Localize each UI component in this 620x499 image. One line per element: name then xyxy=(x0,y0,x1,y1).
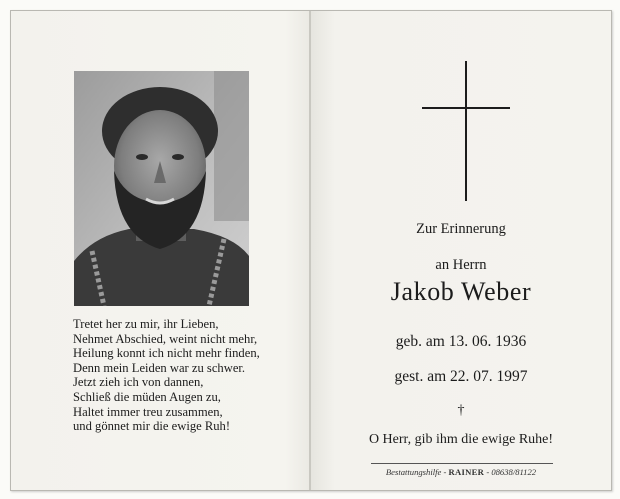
portrait-photo xyxy=(74,71,249,306)
memorial-card xyxy=(10,10,612,491)
blessing-text: O Herr, gib ihm die ewige Ruhe! xyxy=(368,432,554,447)
poem-line: Tretet her zu mir, ihr Lieben, xyxy=(73,317,219,331)
poem-line: Jetzt zieh ich von dannen, xyxy=(73,375,204,390)
latin-cross-icon xyxy=(422,61,510,201)
left-panel xyxy=(11,11,309,490)
poem-line: Nehmet Abschied, weint nicht mehr, xyxy=(73,331,258,346)
farewell-poem xyxy=(73,317,303,434)
right-panel xyxy=(311,11,611,490)
birth-date: geb. am 13. 06. 1936 xyxy=(395,333,527,350)
undertaker-imprint xyxy=(311,467,611,477)
undertaker-prefix: Bestattungshilfe - xyxy=(385,467,449,477)
death-date: gest. am 22. 07. 1997 xyxy=(394,368,528,385)
deceased-name: Jakob Weber xyxy=(390,277,532,306)
undertaker-name: RAINER xyxy=(448,467,485,477)
poem-line: Haltet immer treu zusammen, xyxy=(73,404,223,419)
poem-line: Schließ die müden Augen zu, xyxy=(73,389,221,404)
undertaker-phone: - 08638/81122 xyxy=(484,467,537,477)
dagger-icon: † xyxy=(457,403,465,418)
poem-line: und gönnet mir die ewige Ruh! xyxy=(73,419,231,434)
poem-line: Heilung konnt ich nicht mehr finden, xyxy=(73,346,260,361)
salutation-text: an Herrn xyxy=(435,257,487,273)
divider xyxy=(371,463,553,464)
intro-text: Zur Erinnerung xyxy=(416,221,506,237)
poem-line: Denn mein Leiden war zu schwer. xyxy=(73,360,246,375)
